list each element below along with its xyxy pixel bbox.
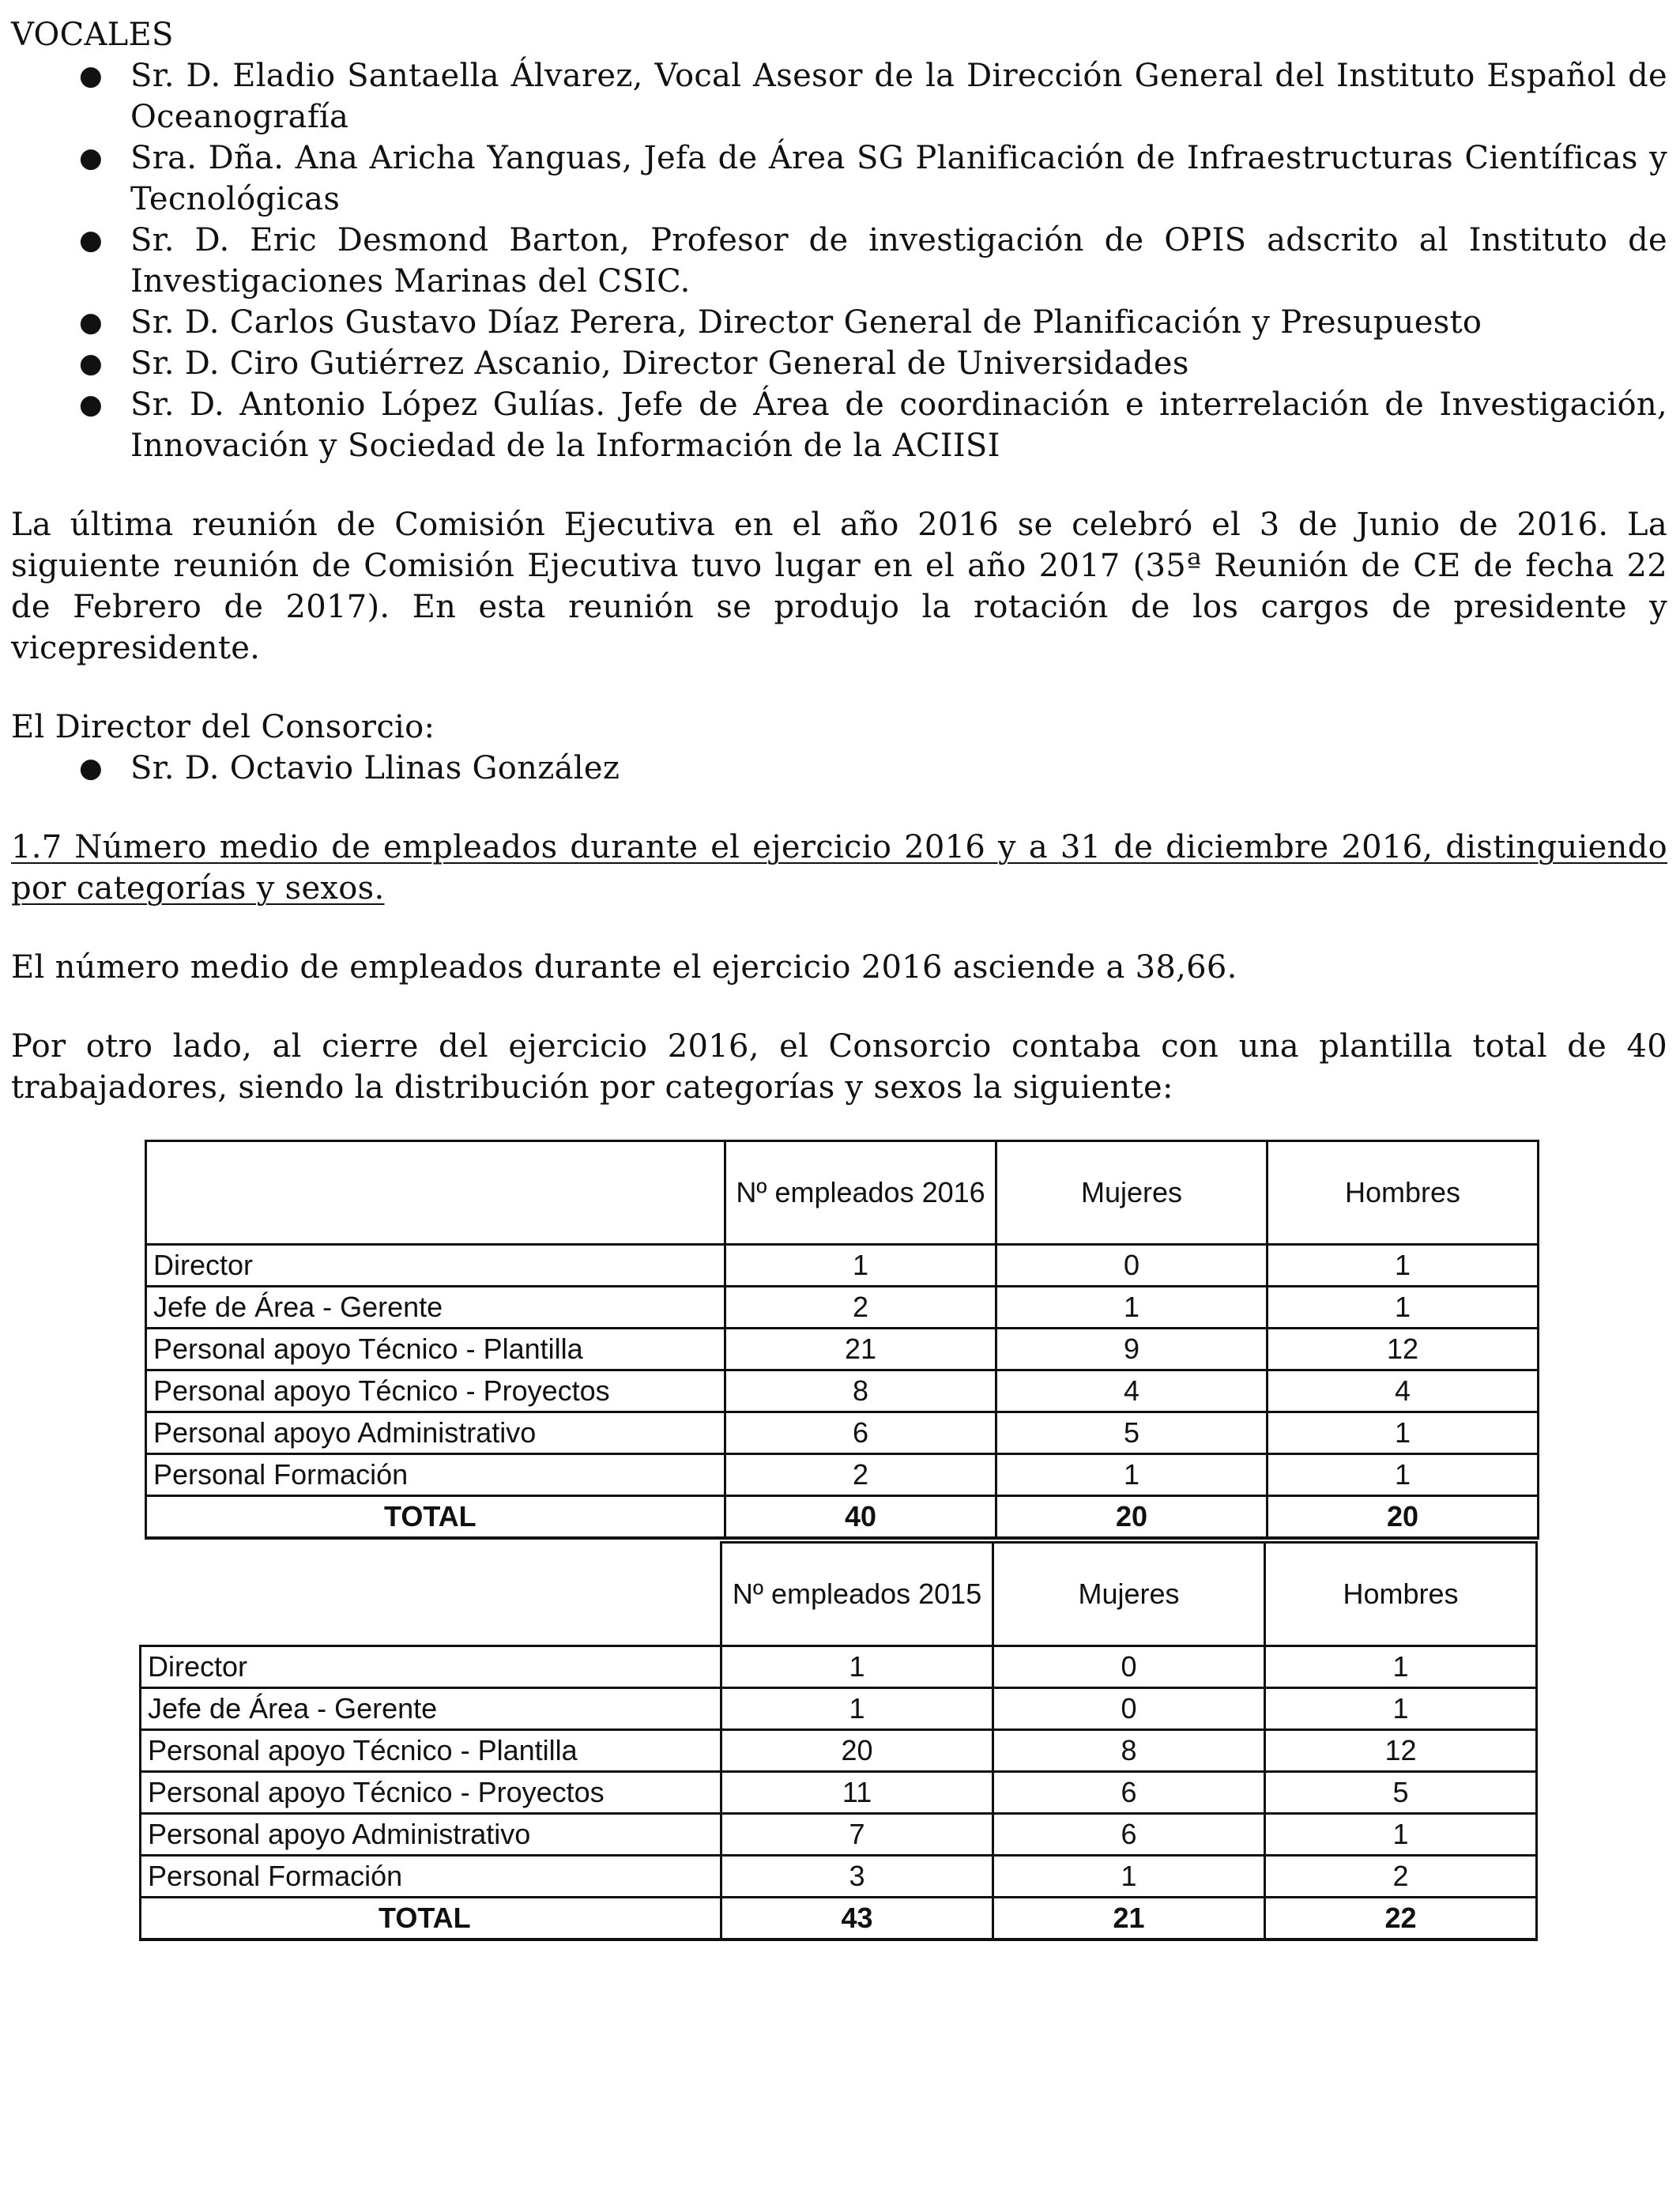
list-item: ● Sra. Dña. Ana Aricha Yanguas, Jefa de Área SG Planificación de Infraestructuras Científicas y Tecnológicas [11, 138, 1667, 220]
table-cell: 43 [721, 1898, 993, 1940]
table-cell: 6 [725, 1412, 996, 1454]
table-cell: 0 [993, 1688, 1265, 1730]
table-cell: 4 [996, 1370, 1268, 1412]
table-cell: Personal apoyo Técnico - Proyectos [141, 1772, 721, 1814]
table-cell: Personal apoyo Técnico - Proyectos [146, 1370, 725, 1412]
table-total-row [141, 1898, 1537, 1940]
table-header-cell: Mujeres [996, 1141, 1268, 1245]
table-cell: 1 [1268, 1412, 1539, 1454]
table-cell: Director [146, 1245, 725, 1287]
table-cell: Jefe de Área - Gerente [146, 1287, 725, 1329]
table-cell: 22 [1265, 1898, 1537, 1940]
table-header-cell: Mujeres [993, 1543, 1265, 1646]
table-header-cell [146, 1141, 725, 1245]
table-cell: 9 [996, 1329, 1268, 1370]
table-header-cell: Hombres [1268, 1141, 1539, 1245]
table-cell: 1 [1268, 1454, 1539, 1496]
table-cell: 2 [725, 1454, 996, 1496]
table-row [146, 1329, 1539, 1370]
table-cell: 1 [721, 1688, 993, 1730]
bullet-icon: ● [79, 224, 103, 256]
table-cell: 2 [1265, 1856, 1537, 1898]
table-cell: 8 [725, 1370, 996, 1412]
table-cell: 1 [1268, 1287, 1539, 1329]
table-cell: 1 [1268, 1245, 1539, 1287]
table-cell: 21 [993, 1898, 1265, 1940]
table-cell: 20 [996, 1496, 1268, 1539]
bullet-icon: ● [79, 307, 103, 338]
table-row [146, 1454, 1539, 1496]
bullet-icon: ● [79, 142, 103, 174]
document-page [11, 14, 1667, 1108]
table-header-cell: Nº empleados 2015 [721, 1543, 993, 1646]
table-row [146, 1287, 1539, 1329]
table-cell: Personal apoyo Técnico - Plantilla [141, 1730, 721, 1772]
table-cell: 1 [996, 1287, 1268, 1329]
vocales-list [11, 55, 1667, 466]
table-cell: 8 [993, 1730, 1265, 1772]
table-cell: 20 [1268, 1496, 1539, 1539]
table-cell: 12 [1265, 1730, 1537, 1772]
table-cell: 0 [993, 1646, 1265, 1688]
vocales-heading: VOCALES [11, 17, 174, 53]
section-title: 1.7 Número medio de empleados durante el ejercicio 2016 y a 31 de diciembre 2016, distinguiendo por categorías y sexos. [11, 829, 1667, 907]
director-list [11, 748, 1667, 789]
table-row [146, 1245, 1539, 1287]
table-cell: 3 [721, 1856, 993, 1898]
table-cell: Personal apoyo Administrativo [146, 1412, 725, 1454]
table-cell: 1 [996, 1454, 1268, 1496]
list-item: ● Sr. D. Ciro Gutiérrez Ascanio, Director General de Universidades [11, 343, 1667, 384]
table-row [141, 1688, 1537, 1730]
table-row [146, 1412, 1539, 1454]
table-cell: 12 [1268, 1329, 1539, 1370]
table-cell: 0 [996, 1245, 1268, 1287]
list-item: ● Sr. D. Octavio Llinas González [11, 748, 1667, 789]
list-item: ● Sr. D. Eric Desmond Barton, Profesor de investigación de OPIS adscrito al Instituto de Investigaciones Marinas del CSIC. [11, 220, 1667, 302]
table-cell: 6 [993, 1814, 1265, 1856]
table-row [141, 1814, 1537, 1856]
table-cell: 2 [725, 1287, 996, 1329]
table-row [141, 1772, 1537, 1814]
table-header-cell [141, 1543, 721, 1646]
table-cell: 1 [1265, 1814, 1537, 1856]
plantilla-paragraph: Por otro lado, al cierre del ejercicio 2016, el Consorcio contaba con una plantilla total de 40 trabajadores, siendo la distribución por categorías y sexos la siguiente: [11, 1028, 1667, 1106]
list-item: ● Sr. D. Antonio López Gulías. Jefe de Área de coordinación e interrelación de Investigación, Innovación y Sociedad de la Información de la ACIISI [11, 384, 1667, 466]
list-item: ● Sr. D. Eladio Santaella Álvarez, Vocal Asesor de la Dirección General del Instituto Español de Oceanografía [11, 55, 1667, 138]
table-row [141, 1730, 1537, 1772]
table-cell: 5 [996, 1412, 1268, 1454]
table-row [141, 1646, 1537, 1688]
table-header-cell: Hombres [1265, 1543, 1537, 1646]
table-header-cell: Nº empleados 2016 [725, 1141, 996, 1245]
table-cell: 1 [993, 1856, 1265, 1898]
bullet-icon: ● [79, 752, 103, 784]
table-cell: 7 [721, 1814, 993, 1856]
table-cell: Jefe de Área - Gerente [141, 1688, 721, 1730]
table-header-row [146, 1141, 1539, 1245]
media-paragraph: El número medio de empleados durante el ejercicio 2016 asciende a 38,66. [11, 949, 1237, 986]
table-cell: TOTAL [141, 1898, 721, 1940]
table-cell: Personal Formación [141, 1856, 721, 1898]
table-cell: 1 [1265, 1688, 1537, 1730]
table-cell: 4 [1268, 1370, 1539, 1412]
table-row [146, 1370, 1539, 1412]
table-total-row [146, 1496, 1539, 1539]
table-cell: 6 [993, 1772, 1265, 1814]
table-cell: TOTAL [146, 1496, 725, 1539]
table-cell: 40 [725, 1496, 996, 1539]
list-item: ● Sr. D. Carlos Gustavo Díaz Perera, Director General de Planificación y Presupuesto [11, 302, 1667, 343]
table-cell: Personal apoyo Administrativo [141, 1814, 721, 1856]
table-row [141, 1856, 1537, 1898]
table-cell: Personal Formación [146, 1454, 725, 1496]
table-cell: Director [141, 1646, 721, 1688]
table-cell: 1 [721, 1646, 993, 1688]
bullet-icon: ● [79, 348, 103, 379]
table-cell: 20 [721, 1730, 993, 1772]
table-cell: Personal apoyo Técnico - Plantilla [146, 1329, 725, 1370]
table-cell: 5 [1265, 1772, 1537, 1814]
table-cell: 1 [1265, 1646, 1537, 1688]
employees-table-2015 [139, 1541, 1538, 1941]
employees-table-2016 [145, 1140, 1539, 1540]
director-heading: El Director del Consorcio: [11, 709, 435, 745]
bullet-icon: ● [79, 389, 103, 420]
table-header-row [141, 1543, 1537, 1646]
reunion-paragraph: La última reunión de Comisión Ejecutiva en el año 2016 se celebró el 3 de Junio de 2016. La siguiente reunión de Comisión Ejecutiva tuvo lugar en el año 2017 (35ª Reunión de CE de fecha 22 de Febrero de 2017). En esta reunión se produjo la rotación de los cargos de presidente y vicepresidente. [11, 507, 1667, 666]
table-cell: 1 [725, 1245, 996, 1287]
bullet-icon: ● [79, 60, 103, 92]
table-cell: 11 [721, 1772, 993, 1814]
table-cell: 21 [725, 1329, 996, 1370]
